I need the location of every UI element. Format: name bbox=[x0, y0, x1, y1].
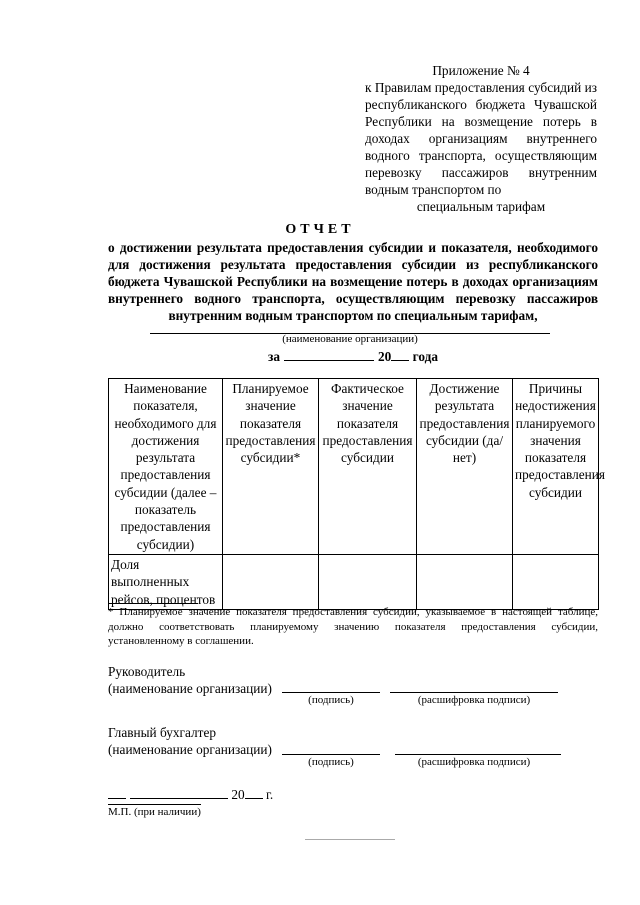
organization-caption: (наименование организации) bbox=[282, 333, 418, 345]
table-row bbox=[109, 554, 599, 609]
date-line bbox=[108, 787, 273, 803]
month-blank bbox=[130, 787, 228, 799]
accountant-decipher-line bbox=[395, 754, 561, 755]
head-signature-caption: (подпись) bbox=[308, 694, 354, 706]
head-title: Руководитель bbox=[108, 664, 186, 679]
period-suffix: года bbox=[412, 349, 438, 364]
page-separator bbox=[305, 839, 395, 840]
report-title: ОТЧЕТ bbox=[285, 222, 355, 237]
cell-actual bbox=[319, 554, 417, 609]
head-signature-line bbox=[282, 692, 380, 693]
accountant-decipher-caption: (расшифровка подписи) bbox=[417, 756, 531, 768]
cell-planned bbox=[223, 554, 319, 609]
header-reasons: Причины недостижения планируемого значения показателя предоставления субсидии bbox=[513, 379, 599, 555]
accountant-signature-line bbox=[282, 754, 380, 755]
cell-achieved bbox=[417, 554, 513, 609]
report-table bbox=[108, 378, 606, 610]
head-signature-block bbox=[108, 663, 272, 697]
footnote-rule bbox=[108, 603, 198, 604]
stamp-place: М.П. (при наличии) bbox=[108, 806, 201, 818]
header-achieved: Достижение результата предоставления субсидии (да/нет) bbox=[417, 379, 513, 555]
header-actual: Фактическое значение показателя предоставления субсидии bbox=[319, 379, 417, 555]
header-planned: Планируемое значение показателя предоставления субсидии* bbox=[223, 379, 319, 555]
period-prefix: за bbox=[268, 349, 280, 364]
table-header-row bbox=[109, 379, 599, 555]
report-period bbox=[268, 349, 438, 365]
accountant-org: (наименование организации) bbox=[108, 742, 272, 757]
day-blank bbox=[108, 787, 126, 799]
head-org: (наименование организации) bbox=[108, 681, 272, 696]
report-subtitle: о достижении результата предоставления субсидии и показателя, необходимого для достижения результата предоставления субсидии из республиканского бюджета Чувашской Республики на возмещение потерь в доходах организациям внутреннего водного транспорта, осуществляющим перевозку пассажиров внутренним водным транспортом по специальным тарифам, bbox=[108, 240, 598, 323]
footnote: * Планируемое значение показателя предоставления субсидии, указываемое в настоящей таблице, должно соответствовать планируемому значению показателя предоставления субсидии, установленному в соглашении. bbox=[108, 606, 598, 647]
head-decipher-line bbox=[390, 692, 558, 693]
head-decipher-caption: (расшифровка подписи) bbox=[417, 694, 531, 706]
period-year: 20 bbox=[378, 349, 392, 364]
appendix-title: Приложение № 4 bbox=[432, 63, 530, 78]
accountant-signature-block bbox=[108, 724, 272, 758]
appendix-body: к Правилам предоставления субсидий из республиканского бюджета Чувашской Республики на возмещение потерь в доходах организациям внутреннего водного транспорта, осуществляющим перевозку пассажиров внутренним водным транспортом по bbox=[365, 80, 597, 197]
header-indicator: Наименование показателя, необходимого для достижения результата предоставления субсидии (далее – показатель предоставления субсидии) bbox=[109, 379, 223, 555]
appendix-last-line: специальным тарифам bbox=[416, 199, 546, 214]
cell-indicator: Доля выполненных рейсов, процентов bbox=[109, 554, 223, 609]
date-suffix: г. bbox=[265, 787, 274, 802]
date-year: 20 bbox=[231, 787, 245, 802]
cell-reasons bbox=[513, 554, 599, 609]
accountant-signature-caption: (подпись) bbox=[308, 756, 354, 768]
appendix-block bbox=[365, 62, 597, 215]
accountant-title: Главный бухгалтер bbox=[108, 725, 217, 740]
year-blank bbox=[245, 787, 263, 799]
period-blank bbox=[284, 349, 374, 361]
period-year-blank bbox=[391, 349, 409, 361]
